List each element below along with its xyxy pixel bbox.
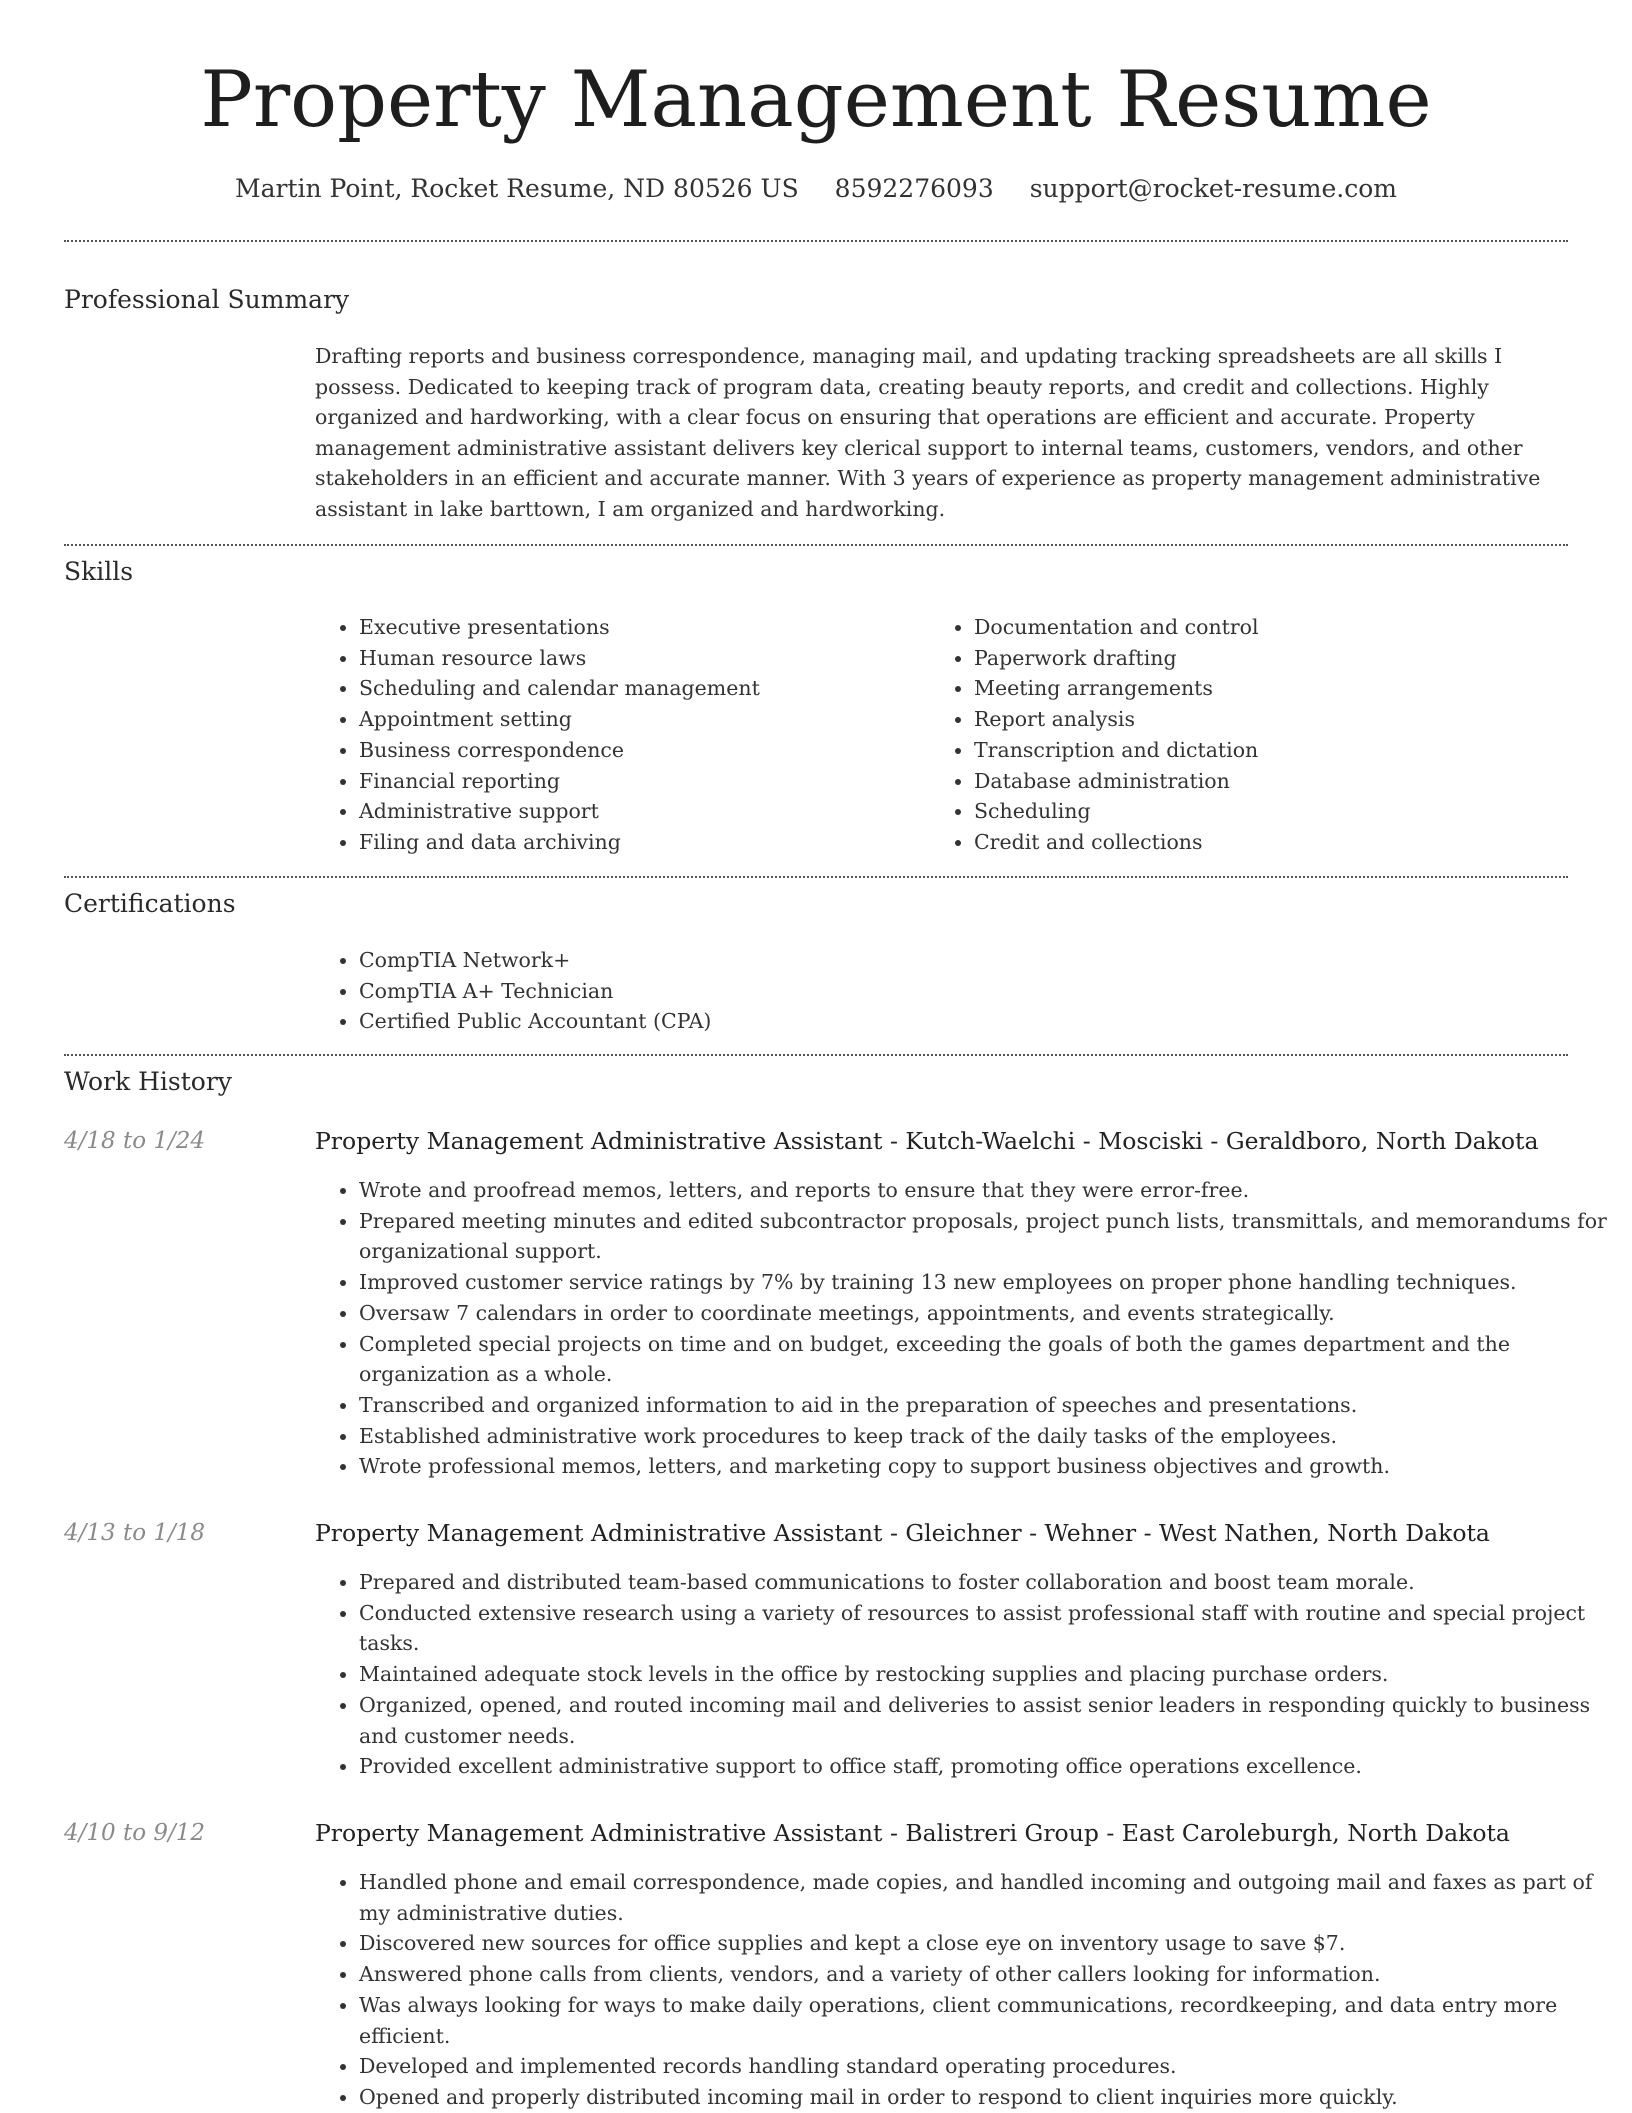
header-divider <box>64 240 1568 242</box>
contact-phone[interactable]: 8592276093 <box>834 174 994 203</box>
job-title: Property Management Administrative Assistant - Kutch-Waelchi - Mosciski - Geraldboro, North Dakota <box>315 1127 1539 1155</box>
skill-item: • Transcription and dictation <box>974 735 1574 766</box>
skill-item: • Meeting arrangements <box>974 673 1574 704</box>
job-title: Property Management Administrative Assistant - Gleichner - Wehner - West Nathen, North Dakota <box>315 1519 1490 1547</box>
certification-item: • CompTIA A+ Technician <box>359 976 1609 1007</box>
summary-heading: Professional Summary <box>64 285 350 314</box>
contact-line <box>0 172 1632 206</box>
summary-divider <box>64 544 1568 546</box>
job-dates: 4/13 to 1/18 <box>64 1520 206 1546</box>
job-bullet: • Established administrative work procedures to keep track of the daily tasks of the employees. <box>359 1421 1609 1452</box>
skill-item: • Paperwork drafting <box>974 643 1574 674</box>
job-bullet: • Improved customer service ratings by 7% by training 13 new employees on proper phone handling techniques. <box>359 1267 1609 1298</box>
job-bullets <box>315 1175 1609 1482</box>
skill-item: • Documentation and control <box>974 612 1574 643</box>
job-bullet: • Provided excellent administrative support to office staff, promoting office operations excellence. <box>359 1751 1609 1782</box>
certifications-divider <box>64 1054 1568 1056</box>
skill-item: • Financial reporting <box>359 766 919 797</box>
job-bullet: • Answered phone calls from clients, vendors, and a variety of other callers looking for information. <box>359 1959 1609 1990</box>
job-bullet: • Discovered new sources for office supplies and kept a close eye on inventory usage to save $7. <box>359 1928 1609 1959</box>
skill-item: • Report analysis <box>974 704 1574 735</box>
job-title: Property Management Administrative Assistant - Balistreri Group - East Caroleburgh, North Dakota <box>315 1819 1510 1847</box>
job-bullet: • Organized, opened, and routed incoming mail and deliveries to assist senior leaders in responding quickly to business and customer needs. <box>359 1690 1609 1751</box>
job-dates: 4/18 to 1/24 <box>64 1128 206 1154</box>
job-bullet: • Wrote and proofread memos, letters, and reports to ensure that they were error-free. <box>359 1175 1609 1206</box>
contact-address: Martin Point, Rocket Resume, ND 80526 US <box>234 174 799 203</box>
skills-list-left <box>315 612 919 858</box>
resume-title: Property Management Resume <box>200 55 1432 145</box>
certification-item: • Certified Public Accountant (CPA) <box>359 1006 1609 1037</box>
job-bullet: • Prepared meeting minutes and edited subcontractor proposals, project punch lists, transmittals, and memorandums for organizational support. <box>359 1206 1609 1267</box>
skill-item: • Business correspondence <box>359 735 919 766</box>
skills-divider <box>64 876 1568 878</box>
job-bullets <box>315 1567 1609 1782</box>
job-bullet: • Transcribed and organized information to aid in the preparation of speeches and presentations. <box>359 1390 1609 1421</box>
job-bullet: • Opened and properly distributed incoming mail in order to respond to client inquiries more quickly. <box>359 2082 1609 2113</box>
skill-item: • Scheduling and calendar management <box>359 673 919 704</box>
skill-item: • Human resource laws <box>359 643 919 674</box>
skill-item: • Filing and data archiving <box>359 827 919 858</box>
job-bullet: • Completed special projects on time and on budget, exceeding the goals of both the games department and the organization as a whole. <box>359 1329 1609 1390</box>
job-dates: 4/10 to 9/12 <box>64 1820 206 1846</box>
job-bullet: • Developed and implemented records handling standard operating procedures. <box>359 2051 1609 2082</box>
skill-item: • Scheduling <box>974 796 1574 827</box>
job-bullet: • Handled phone and email correspondence, made copies, and handled incoming and outgoing mail and faxes as part of my administrative duties. <box>359 1867 1609 1928</box>
skill-item: • Executive presentations <box>359 612 919 643</box>
job-bullets <box>315 1867 1609 2113</box>
job-bullet: • Conducted extensive research using a variety of resources to assist professional staff with routine and special project tasks. <box>359 1598 1609 1659</box>
job-bullet: • Prepared and distributed team-based communications to foster collaboration and boost team morale. <box>359 1567 1609 1598</box>
contact-email[interactable]: support@rocket-resume.com <box>1029 174 1397 203</box>
skill-item: • Administrative support <box>359 796 919 827</box>
skills-heading: Skills <box>64 557 134 586</box>
skills-list-right <box>930 612 1574 858</box>
job-bullet: • Was always looking for ways to make daily operations, client communications, recordkeeping, and data entry more efficient. <box>359 1990 1609 2051</box>
skill-item: • Database administration <box>974 766 1574 797</box>
certifications-heading: Certifications <box>64 889 236 918</box>
skill-item: • Credit and collections <box>974 827 1574 858</box>
skill-item: • Appointment setting <box>359 704 919 735</box>
job-bullet: • Maintained adequate stock levels in the office by restocking supplies and placing purchase orders. <box>359 1659 1609 1690</box>
summary-text: Drafting reports and business correspondence, managing mail, and updating tracking spreadsheets are all skills I possess. Dedicated to keeping track of program data, creating beauty reports, and credit and collections. Highly organized and hardworking, with a clear focus on ensuring that operations are efficient and accurate. Property management administrative assistant delivers key clerical support to internal teams, customers, vendors, and other stakeholders in an efficient and accurate manner. With 3 years of experience as property management administrative assistant in lake barttown, I am organized and hardworking. <box>315 344 1541 521</box>
job-bullet: • Wrote professional memos, letters, and marketing copy to support business objectives and growth. <box>359 1451 1609 1482</box>
certifications-list <box>315 945 1609 1037</box>
certification-item: • CompTIA Network+ <box>359 945 1609 976</box>
work-history-heading: Work History <box>64 1067 232 1096</box>
job-bullet: • Oversaw 7 calendars in order to coordinate meetings, appointments, and events strategically. <box>359 1298 1609 1329</box>
